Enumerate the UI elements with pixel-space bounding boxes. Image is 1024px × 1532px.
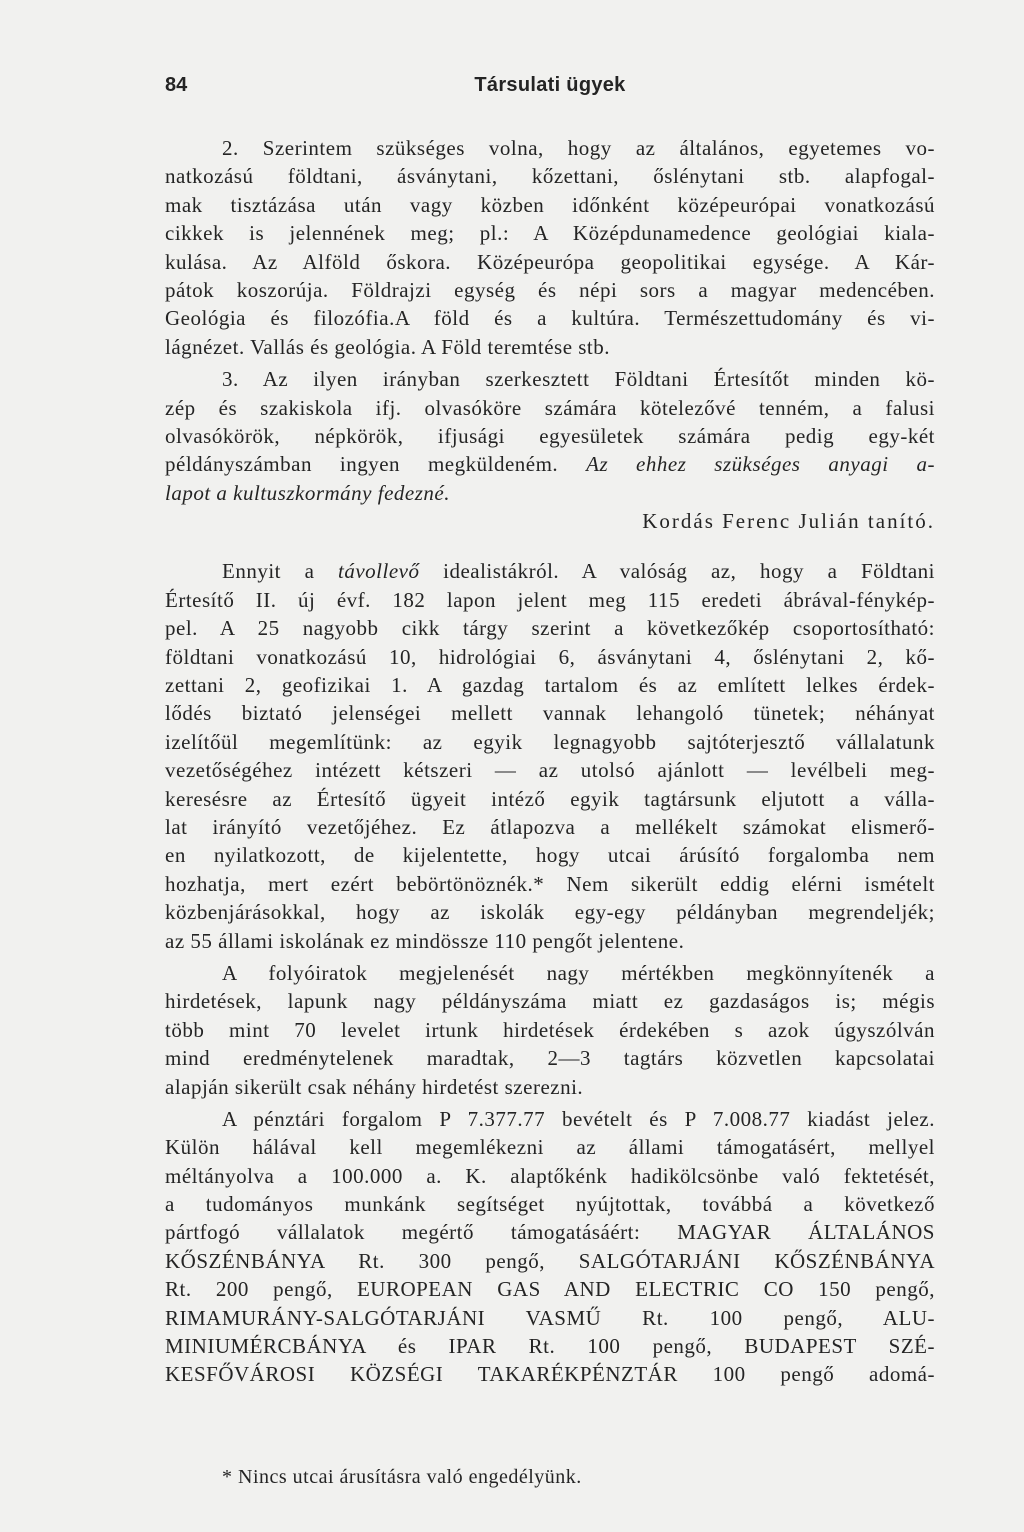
paragraph [165,134,935,361]
italic-text: Az ehhez szükséges anyagi a- [586,452,935,477]
text-line: az 55 állami iskolának ez mindössze 110 pengőt jelentene. [165,928,685,953]
text-run: idealistákról. A valóság az, hogy a Földtani [419,559,935,584]
text-run: példányszámban ingyen megküldeném. [165,452,587,477]
text-line: keresésre az Értesítő ügyeit intéző egyik tagtársunk eljutott a válla- [165,786,935,811]
text-line [165,479,935,507]
italic-text: lapot a kultuszkormány fedezné. [165,480,450,505]
running-title: Társulati ügyek [474,74,626,96]
text-line: en nyilatkozott, de kijelentette, hogy utcai árúsító forgalomba nem [165,843,935,868]
text-line: zettani 2, geofizikai 1. A gazdag tartalom és az említett lelkes érdek- [165,673,935,698]
text-line: a tudományos munkánk segítséget nyújtottak, továbbá a következő [165,1192,935,1217]
paragraph [165,959,935,1101]
text-run: Ennyit a [222,559,339,584]
text-line: KŐSZÉNBÁNYA Rt. 300 pengő, SALGÓTARJÁNI KŐSZÉNBÁNYA [165,1248,935,1273]
text-line: alapján sikerült csak néhány hirdetést szerezni. [165,1074,584,1099]
text-line: cikkek is jelennének meg; pl.: A Középdunamedence geológiai kiala- [165,221,935,246]
text-line: hozhatja, mert ezért bebörtönöznék.* Nem sikerült eddig elérni ismételt [165,871,935,896]
page-number: 84 [165,74,188,96]
text-line: A folyóiratok megjelenését nagy mértékben megkönnyítenék a [222,960,935,985]
text-line: 3. Az ilyen irányban szerkesztett Földtani Értesítőt minden kö- [222,367,935,392]
text-line: közbenjárásokkal, hogy az iskolák egy-egy példányban megrendeljék; [165,900,935,925]
text-line: Értesítő II. új évf. 182 lapon jelent meg 115 eredeti ábrával-fénykép- [165,587,935,612]
text-line: lágnézet. Vallás és geológia. A Föld teremtése stb. [165,334,611,359]
paragraph [165,557,935,954]
paragraph [165,1105,935,1389]
text-line: lat irányító vezetőjéhez. Ez átlapozva a mellékelt számokat elismerő- [165,814,935,839]
text-line: pártfogó vállalatok megértő támogatásáért: MAGYAR ÁLTALÁNOS [165,1220,935,1245]
text-line: pel. A 25 nagyobb cikk tárgy szerint a következőkép csoportosítható: [165,616,935,641]
text-line: mind eredménytelenek maradtak, 2—3 tagtárs közvetlen kapcsolatai [165,1046,935,1071]
text-line: mak tisztázása után vagy közben időnként középeurópai vonatkozású [165,192,935,217]
text-line: olvasókörök, népkörök, ifjusági egyesületek számára pedig egy-két [165,423,935,448]
text-line: hirdetések, lapunk nagy példányszáma miatt ez gazdaságos is; mégis [165,989,935,1014]
text-line: méltányolva a 100.000 a. K. alaptőkénk hadikölcsönbe való fektetését, [165,1163,935,1188]
text-line: izelítőül megemlítünk: az egyik legnagyobb sajtóterjesztő vállalatunk [165,729,935,754]
text-line [165,450,935,478]
italic-text: távollevő [338,559,420,584]
text-line: 2. Szerintem szükséges volna, hogy az általános, egyetemes vo- [222,136,935,160]
article-body [165,134,935,1389]
paragraph [165,365,935,507]
text-line: Rt. 200 pengő, EUROPEAN GAS AND ELECTRIC CO 150 pengő, [165,1277,935,1302]
text-line: KESFŐVÁROSI KÖZSÉGI TAKARÉKPÉNZTÁR 100 pengő adomá- [165,1362,935,1387]
text-line: pátok koszorúja. Földrajzi egység és népi sors a magyar medencében. [165,277,935,302]
text-line: több mint 70 levelet irtunk hirdetések érdekében s azok úgyszólván [165,1017,935,1042]
text-line: MINIUMÉRCBÁNYA és IPAR Rt. 100 pengő, BUDAPEST SZÉ- [165,1334,935,1359]
text-line: A pénztári forgalom P 7.377.77 bevételt és P 7.008.77 kiadást jelez. [222,1106,935,1131]
text-line: zép és szakiskola ifj. olvasóköre számára kötelezővé tenném, a falusi [165,395,935,420]
signature: Kordás Ferenc Julián tanító. [642,509,935,534]
text-line [165,557,935,585]
text-line: Külön hálával kell megemlékezni az állami támogatásért, mellyel [165,1135,935,1160]
text-line: lődés biztató jelenségei mellett vannak lehangoló tünetek; néhányat [165,701,935,726]
text-line: vezetőségéhez intézett kétszeri — az utolsó ajánlott — levélbeli meg- [165,758,935,783]
footnote: * Nincs utcai árusításra való engedélyünk. [222,1466,582,1488]
text-line: RIMAMURÁNY-SALGÓTARJÁNI VASMŰ Rt. 100 pengő, ALU- [165,1305,935,1330]
text-line: natkozású földtani, ásványtani, kőzettani, őslénytani stb. alapfogal- [165,164,935,189]
text-line: kulása. Az Alföld őskora. Középeurópa geopolitikai egysége. A Kár- [165,249,935,274]
text-line: földtani vonatkozású 10, hidrológiai 6, ásványtani 4, őslénytani 2, kő- [165,644,935,669]
text-line: Geológia és filozófia.A föld és a kultúra. Természettudomány és vi- [165,306,935,331]
